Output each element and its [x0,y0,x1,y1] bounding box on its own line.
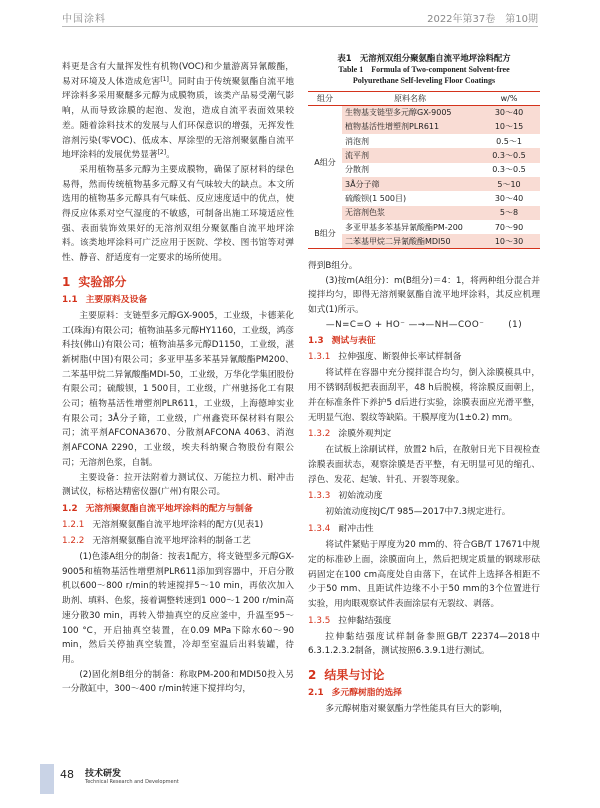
table-row [308,177,540,191]
material-name: 分散剂 [345,165,369,175]
equipment-paragraph: 主要设备：拉开法附着力测试仪、万能拉力机、耐冲击测试仪，标格达精密仪器(广州)有限公司。 [62,472,294,498]
table-caption-en-2: Polyurethane Self-leveling Floor Coatings [352,76,496,85]
section-1-3-4-heading: 1.3.4 耐冲击性 [308,524,374,535]
material-value: 0.5～1 [496,136,522,146]
section-2-1-heading: 2.1 多元醇树脂的选择 [308,688,402,699]
material-name: 流平剂 [342,148,478,162]
material-name: 消泡剂 [345,136,369,146]
material-value: 10～15 [478,120,540,134]
table-row [308,163,540,177]
fluidity-paragraph: 初始流动度按JC/T 985—2017中7.3规定进行。 [325,507,511,518]
table-row [308,134,540,148]
group-b-label: B组分 [314,229,336,239]
table-row [308,148,540,162]
table-header-row [308,92,540,106]
material-value: 0.3～0.5 [478,148,540,162]
section-1-2-heading: 1.2 无溶剂聚氨酯自流平地坪涂料的配方与制备 [62,503,253,514]
section-1-3-5-heading: 1.3.5 拉伸黏结强度 [308,615,392,626]
material-value: 10～30 [478,234,540,248]
prep-paragraph-2: (2)固化剂B组分的制备：称取PM-200和MDI50投入另一分散缸中，300～400 r/min转速下搅拌均匀， [62,669,294,695]
material-value: 5～8 [478,206,540,220]
material-name: 植物基活性增塑剂PLR611 [342,120,478,134]
group-a-label: A组分 [314,158,336,168]
material-name: 多亚甲基多苯基异氰酸酯PM-200 [345,222,463,232]
section-1-heading: 1 实验部分 [62,274,127,289]
left-column [62,60,294,697]
material-name: 硫酸钡(1 500目) [345,193,407,203]
table-header-material: 原料名称 [342,92,478,106]
section-1-3-3-heading: 1.3.3 初始流动度 [308,491,383,502]
formula-table [308,91,540,249]
header-divider [62,26,538,27]
table-header-mass-fraction: w/% [478,92,540,106]
table-row [308,120,540,134]
intro-paragraph-2: 采用植物基多元醇为主要成膜物，确保了原材料的绿色易得，然而传统植物基多元醇又有气味较大的缺点。本文所选用的植物基多元醇具有气味低、反应速度适中的优点，使得反应体系对空气湿度的不敏感，可制备出施工环境适应性强、表面装饰效果好的无溶剂双组分聚氨酯自流平地坪涂料。该类地坪涂料可广泛应用于医院、学校、图书馆等对弹性、静音、舒适度有一定要求的场所使用。 [62,164,294,264]
table-row [308,206,540,220]
tensile-sample-paragraph: 将试样在容器中充分搅拌混合均匀，倒入涂膜模具中，用不锈钢刮板把表面刮平，48 h后脱模，将涂膜反面朝上，并在标准条件下养护5 d后进行实验，涂膜表面应光滑平整，无明显气泡、裂纹等缺陷。干膜厚度为(1±0.2) mm。 [308,368,540,423]
page-number: 48 [60,768,74,781]
section-1-2-1-heading: 1.2.1 无溶剂聚氨酯自流平地坪涂料的配方(见表1) [62,519,264,530]
issue-info: 2022年第37卷 第10期 [427,14,538,25]
material-value: 70～90 [494,222,524,232]
table-caption-en-1: Table 1 Formula of Two-component Solvent-free [338,65,510,74]
materials-paragraph: 主要原料：支链型多元醇GX-9005，工业级，卡德莱化工(珠海)有限公司；植物油基多元醇HY1160，工业级，鸿彦科技(佛山)有限公司；植物油基多元醇D1150，工业级，湛新树脂(中国)有限公司；多亚甲基多苯基异氰酸酯PM200、二苯基甲烷二异氰酸酯MDI-50，工业级，万华化学集团股份有限公司；硫酸钡，1 500目，工业级，广州驰扬化工有限公司；植物基活性增塑剂PLR611，工业级，上海德坤实业有限公司；3Å分子筛，工业级，广州鑫瓷环保材料有限公司；流平剂AFCONA3670、分散剂AFCONA 4063、消泡剂AFCONA 2290，工业级，埃夫科纳聚合物股份有限公司；无溶剂色浆，自制。 [62,310,294,468]
appearance-paragraph: 在试板上涂刷试样，放置2 h后，在散射日光下目视检查涂膜表面状态，观察涂膜是否平整，有无明显可见的缩孔、浮色、发花、起皱、针孔、开裂等现象。 [308,445,540,485]
prep-paragraph-1: (1)色漆A组分的制备：按表1配方，将支链型多元醇GX-9005和植物基活性增塑剂PLR611添加到容器中，开启分散机以600～800 r/min的转速搅拌5～10 min，再依次加入助剂、填料、色浆，接着调整转速到1 000～1 200 r/min高速分散30 min，再转入带抽真空的反应釜中，升温至95～100 °C，开启抽真空装置，在0.09 MPa下除水60～90 min，然后关停抽真空装置，冷却至室温后出料装罐，待用。 [62,551,294,665]
material-name: 生物基支链型多元醇GX-9005 [342,106,478,120]
section-1-3-2-heading: 1.3.2 涂膜外观判定 [308,429,392,440]
table-caption-cn: 表1 无溶剂双组分聚氨酯自流平地坪涂料配方 [337,53,511,63]
table-header-group: 组分 [308,92,342,106]
section-1-2-2-heading: 1.2.2 无溶剂聚氨酯自流平地坪涂料的制备工艺 [62,535,251,546]
material-value: 30～40 [494,193,524,203]
polyol-paragraph: 多元醇树脂对聚氨酯力学性能具有巨大的影响， [325,704,508,715]
bond-strength-paragraph: 拉伸黏结强度试样制备参照GB/T 22374—2018中6.3.1.2.3.2制备，测试按照6.3.9.1进行测试。 [308,631,540,657]
footer-column-title: 技术研发 [85,769,122,779]
material-value: 30～40 [478,106,540,120]
continuation-paragraph: 得到B组分。 [308,260,358,271]
impact-paragraph: 将试件紧贴于厚度为20 mm的、符合GB/T 17671中规定的标准砂上面，涂膜面向上，然后把规定质量的钢球形砝码固定在100 cm高度处自由落下，在试件上选择各相距不少于50 mm、且距试件边缘不小于50 mm的3个位置进行实验，用肉眼观察试件表面涂层有无裂纹、剥落。 [308,540,540,609]
section-1-1-heading: 1.1 主要原料及设备 [62,294,148,305]
section-1-3-heading: 1.3 测试与表征 [308,336,376,347]
material-name: 二苯基甲烷二异氰酸酯MDI50 [342,234,478,248]
table-row [308,191,540,205]
material-name: 3Å分子筛 [342,177,478,191]
table-row [308,106,540,120]
intro-paragraph-1: 料更是含有大量挥发性有机物(VOC)和少量游离异氰酸酯，易对环境及人体造成危害[1]。同时由于传统聚氨酯自流平地坪涂料多采用聚醚多元醇为成膜物质，该类产品易受潮气影响，从而导致涂膜的起泡、发泡，造成自流平表面效果较差。随着涂料技术的发展与人们环保意识的增强，无挥发性溶剂污染(零VOC)、低成本、厚涂型的无溶剂聚氨酯自流平地坪涂料的发展优势显著[2]。 [62,62,295,161]
footer-color-block [40,764,54,794]
section-2-heading: 2 结果与讨论 [308,668,385,683]
material-name: 无溶剂色浆 [342,206,478,220]
section-1-3-1-heading: 1.3.1 拉伸强度、断裂伸长率试样制备 [308,352,462,363]
right-column [308,46,540,717]
material-value: 0.3～0.5 [492,165,526,175]
table-row [308,234,540,248]
footer-column-title-en: Technical Research and Development [85,779,179,785]
table-row [308,220,540,234]
journal-name: 中国涂料 [62,14,106,25]
reaction-equation: —N=C=O + HO⁻ —→—NH—COO⁻ (1) [325,319,523,330]
mixing-paragraph: (3)按m(A组分)：m(B组分)＝4：1，将两种组分混合并搅拌均匀，即得无溶剂聚氨酯自流平地坪涂料，其反应机理如式(1)所示。 [308,275,540,316]
material-value: 5～10 [478,177,540,191]
